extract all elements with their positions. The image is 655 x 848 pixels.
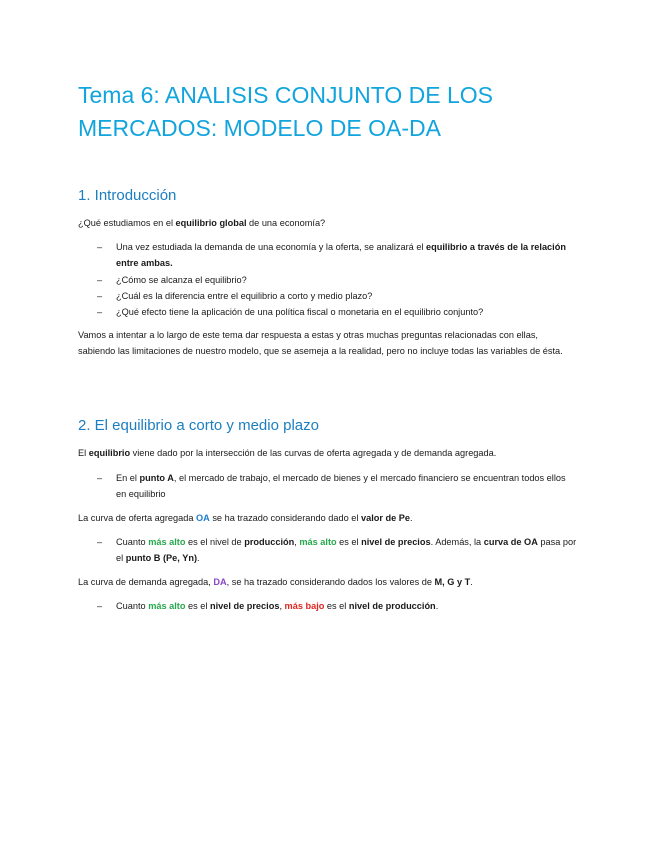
- section-heading-introduccion: 1. Introducción: [78, 187, 177, 204]
- equilibrio-paragraph: El equilibrio viene dado por la intersección de las curvas de oferta agregada y de demanda agregada.: [78, 448, 497, 458]
- bullet-dash: –: [97, 473, 103, 483]
- section-heading-equilibrio: 2. El equilibrio a corto y medio plazo: [78, 417, 319, 434]
- page-title: Tema 6: ANALISIS CONJUNTO DE LOS MERCADOS: MODELO DE OA-DA: [78, 82, 493, 141]
- bullet-dash: –: [97, 601, 103, 611]
- intro-question: ¿Qué estudiamos en el equilibrio global de una economía?: [78, 218, 326, 228]
- bullet-dash: –: [97, 242, 103, 252]
- bullet-dash: –: [97, 307, 103, 317]
- intro-closing-paragraph: Vamos a intentar a lo largo de este tema dar respuesta a estas y otras muchas preguntas relacionadas con ellas, sabiendo las limitaciones de nuestro modelo, que se asemeja a la realidad, pero no incluye todas las variables de ésta.: [78, 330, 563, 356]
- bullet-dash: –: [97, 291, 103, 301]
- oa-paragraph: La curva de oferta agregada OA se ha trazado considerando dado el valor de Pe.: [78, 513, 413, 523]
- da-paragraph: La curva de demanda agregada, DA, se ha trazado considerando dados los valores de M, G y T.: [78, 577, 473, 587]
- bullet-dash: –: [97, 537, 103, 547]
- bullet-dash: –: [97, 275, 103, 285]
